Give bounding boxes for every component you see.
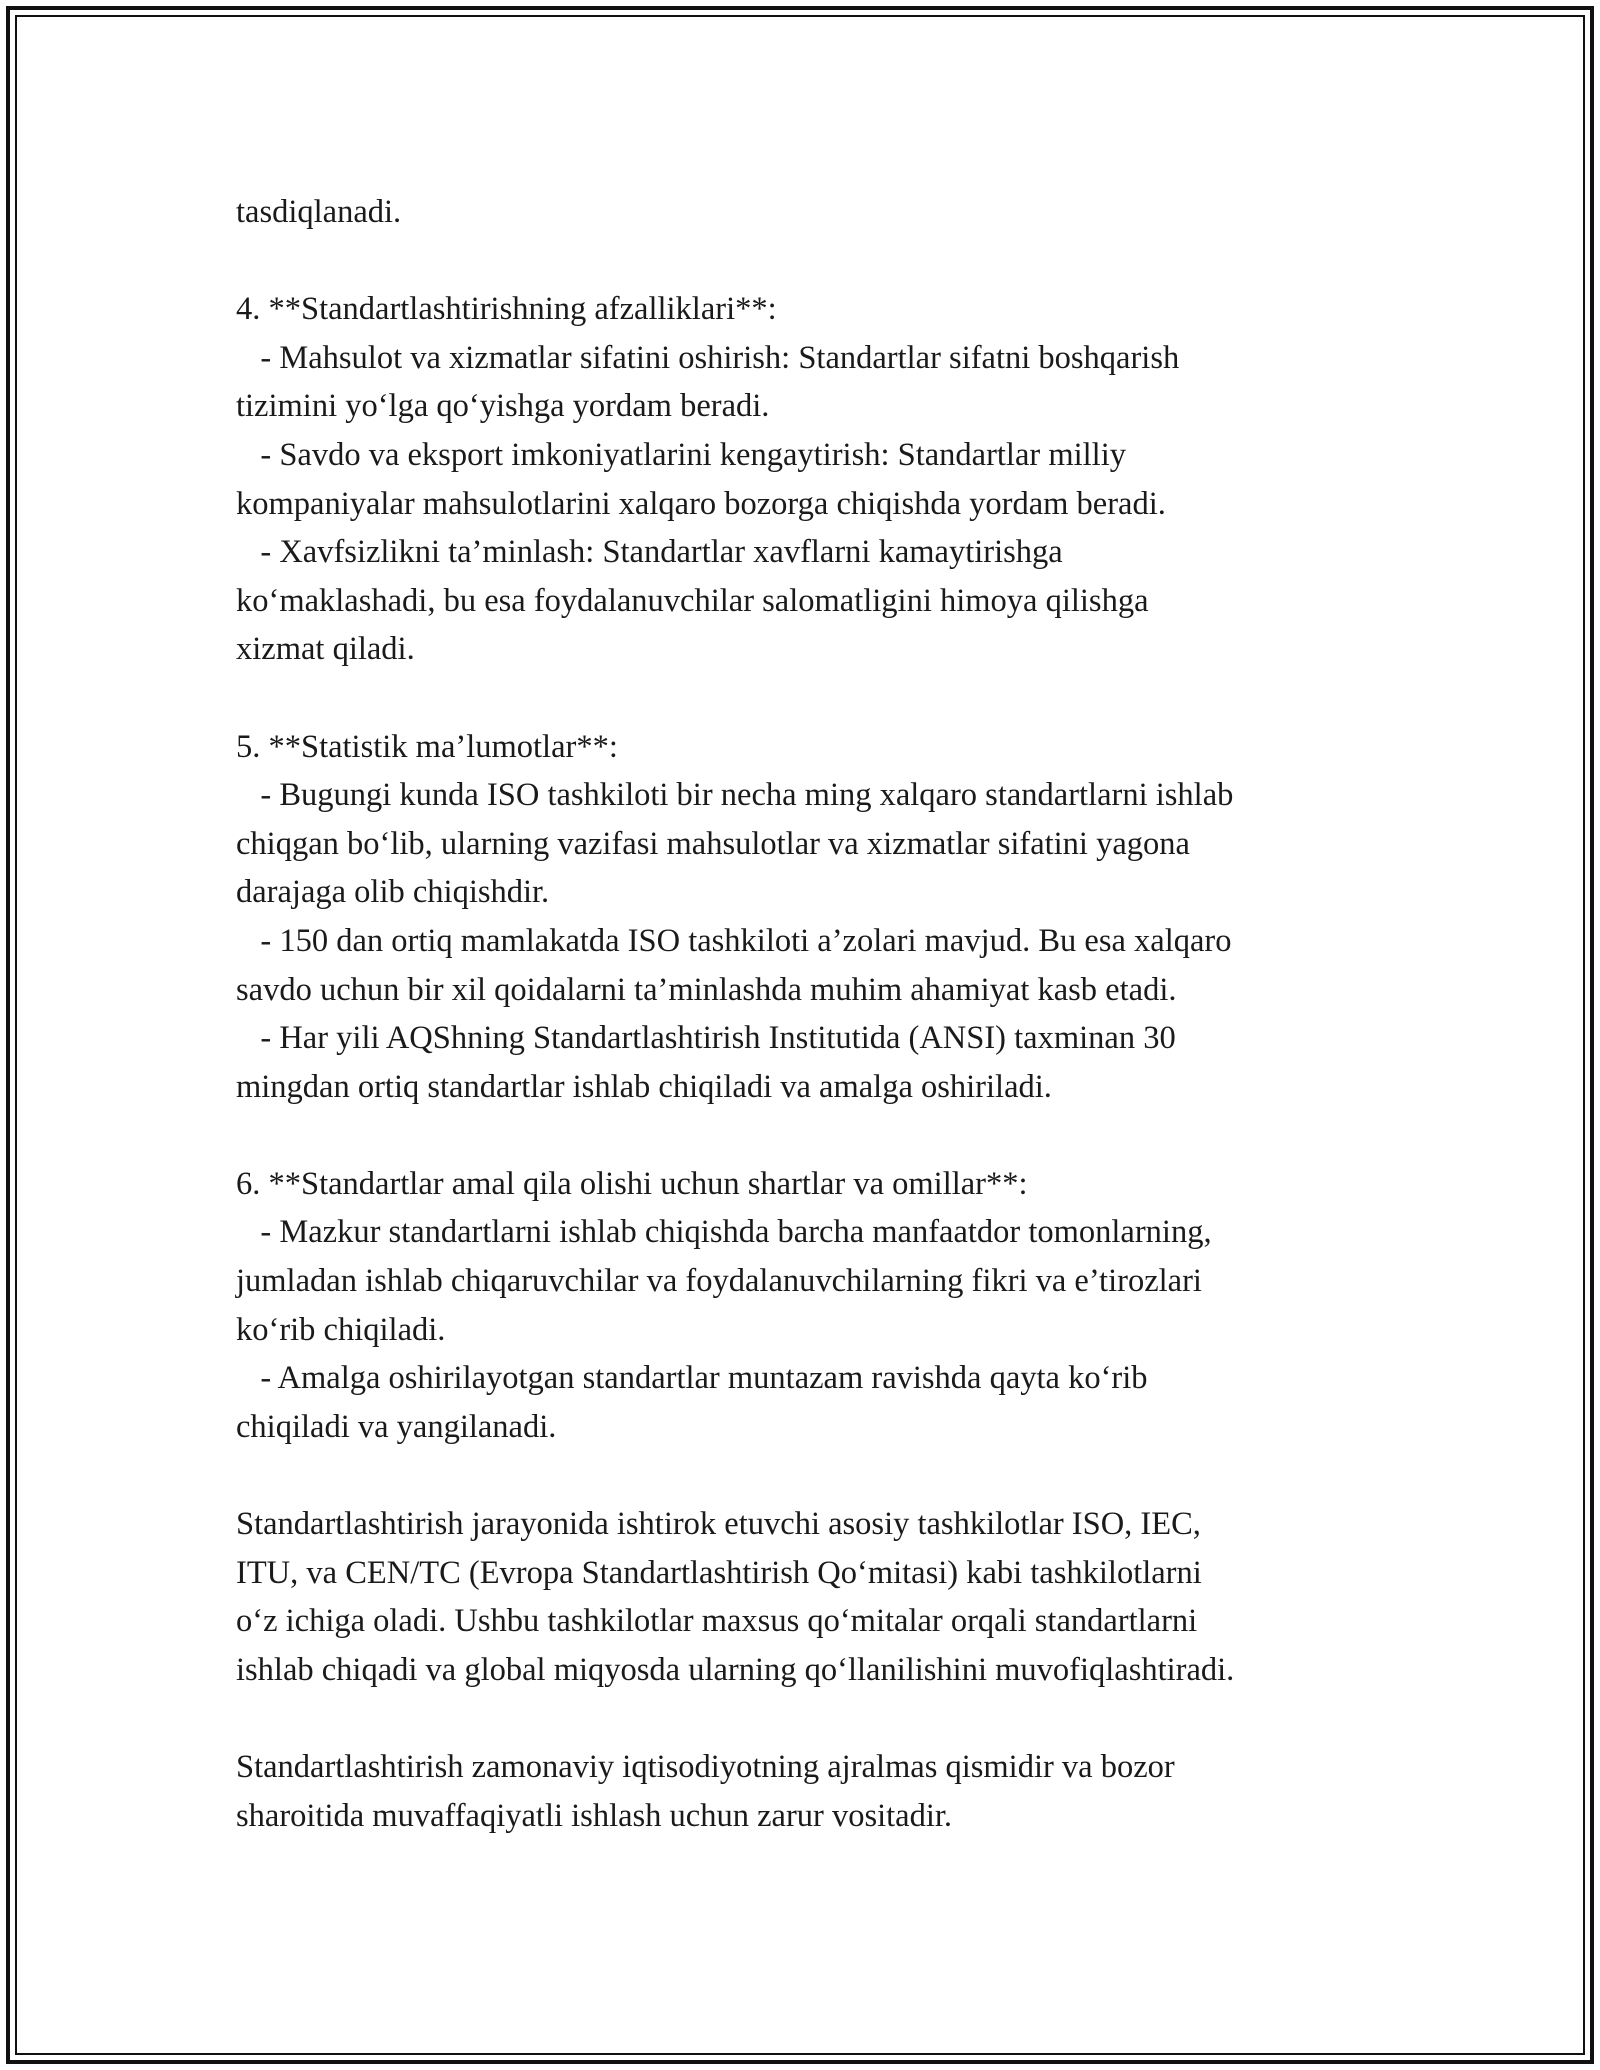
paragraph-line: Standartlashtirish jarayonida ishtirok etuvchi asosiy tashkilotlar ISO, IEC, (236, 1506, 1201, 1543)
section-heading: 6. **Standartlar amal qila olishi uchun shartlar va omillar**: (236, 1165, 1028, 1202)
list-item-line: - Har yili AQShning Standartlashtirish Institutida (ANSI) taxminan 30 (236, 1020, 1176, 1057)
document-body (236, 188, 1396, 1840)
blank-line (236, 1694, 1396, 1743)
list-item-line: - 150 dan ortiq mamlakatda ISO tashkiloti a’zolari mavjud. Bu esa xalqaro (236, 922, 1232, 959)
blank-line (236, 1451, 1396, 1500)
paragraph-line: o‘z ichiga oladi. Ushbu tashkilotlar maxsus qo‘mitalar orqali standartlarni (236, 1603, 1198, 1640)
text-line: kompaniyalar mahsulotlarini xalqaro bozorga chiqishda yordam beradi. (236, 485, 1166, 522)
list-item-line: - Amalga oshirilayotgan standartlar muntazam ravishda qayta ko‘rib (236, 1360, 1148, 1397)
list-item-line: - Mahsulot va xizmatlar sifatini oshirish: Standartlar sifatni boshqarish (236, 339, 1180, 376)
text-line: ko‘maklashadi, bu esa foydalanuvchilar salomatligini himoya qilishga (236, 582, 1149, 619)
paragraph-line: sharoitida muvaffaqiyatli ishlash uchun zarur vositadir. (236, 1797, 953, 1834)
text-line: savdo uchun bir xil qoidalarni ta’minlashda muhim ahamiyat kasb etadi. (236, 971, 1177, 1008)
section-heading: 4. **Standartlashtirishning afzalliklari**: (236, 291, 777, 328)
text-line: jumladan ishlab chiqaruvchilar va foydalanuvchilarning fikri va e’tirozlari (236, 1263, 1202, 1300)
blank-line (236, 1111, 1396, 1160)
blank-line (236, 674, 1396, 723)
section-heading: 5. **Statistik ma’lumotlar**: (236, 728, 618, 765)
list-item-line: - Savdo va eksport imkoniyatlarini kengaytirish: Standartlar milliy (236, 436, 1126, 473)
text-line: xizmat qiladi. (236, 631, 415, 668)
text-line: chiqiladi va yangilanadi. (236, 1408, 557, 1445)
blank-line (236, 237, 1396, 286)
paragraph-line: Standartlashtirish zamonaviy iqtisodiyotning ajralmas qismidir va bozor (236, 1749, 1175, 1785)
text-line: mingdan ortiq standartlar ishlab chiqiladi va amalga oshiriladi. (236, 1068, 1052, 1105)
list-item-line: - Xavfsizlikni ta’minlash: Standartlar xavflarni kamaytirishga (236, 534, 1063, 571)
text-line: tizimini yo‘lga qo‘yishga yordam beradi. (236, 388, 770, 425)
text-line: tasdiqlanadi. (236, 194, 402, 230)
paragraph-line: ishlab chiqadi va global miqyosda ularning qo‘llanilishini muvofiqlashtiradi. (236, 1651, 1235, 1688)
text-line: chiqgan bo‘lib, ularning vazifasi mahsulotlar va xizmatlar sifatini yagona (236, 825, 1190, 862)
text-line: darajaga olib chiqishdir. (236, 874, 550, 911)
text-line: ko‘rib chiqiladi. (236, 1311, 446, 1348)
list-item-line: - Mazkur standartlarni ishlab chiqishda barcha manfaatdor tomonlarning, (236, 1214, 1212, 1251)
list-item-line: - Bugungi kunda ISO tashkiloti bir necha ming xalqaro standartlarni ishlab (236, 777, 1234, 814)
paragraph-line: ITU, va CEN/TC (Evropa Standartlashtirish Qo‘mitasi) kabi tashkilotlarni (236, 1554, 1202, 1591)
